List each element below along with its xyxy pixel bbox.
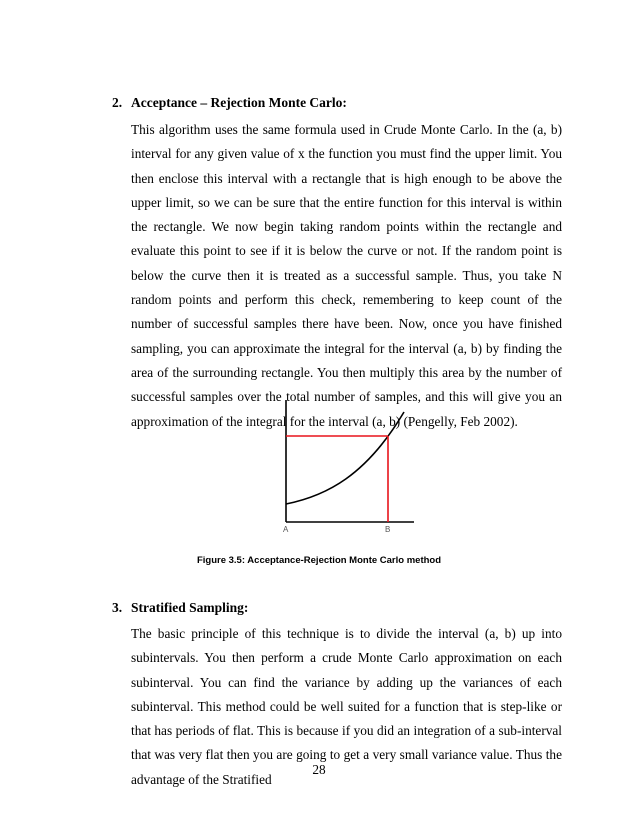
function-curve (286, 412, 404, 504)
section-2-heading (112, 95, 347, 111)
section-3-number: 3. (112, 600, 123, 615)
page-number: 28 (312, 762, 326, 777)
section-3-heading (112, 600, 248, 616)
figure-caption: Figure 3.5: Acceptance-Rejection Monte Carlo method (196, 555, 442, 566)
axis-label-b: B (385, 525, 391, 534)
axis-label-a: A (283, 525, 289, 534)
figure-diagram (276, 398, 414, 538)
section-2-title: Acceptance – Rejection Monte Carlo: (131, 95, 347, 110)
section-3-body: The basic principle of this technique is to divide the interval (a, b) up into subintervals. You then perform a crude Monte Carlo approximation on each subinterval. You can find the variance by adding up the variances of each subinterval. This method could be well suited for a function that is step-like or that has periods of flat. This is because if you did an integration of a sub-interval that was very flat then you are going to get a very small variance value. Thus the advantage of the Stratified (131, 626, 562, 787)
acceptance-rejection-figure (276, 398, 414, 538)
section-2-body: This algorithm uses the same formula used in Crude Monte Carlo. In the (a, b) interval for any given value of x the function you must find the upper limit. You then enclose this interval with a rectangle that is high enough to be above the upper limit, so we can be sure that the entire function for this interval is within the rectangle. We now begin taking random points within the rectangle and evaluate this point to see if it is below the curve or not. If the random point is below the curve then it is treated as a successful sample. Thus, you take N random points and perform this check, remembering to keep count of the number of successful samples there have been. Now, once you have finished sampling, you can approximate the integral for the interval (a, b) by finding the area of the surrounding rectangle. You then multiply this area by the number of successful samples over the total number of samples, and this will give you an approximation of the integral for the interval (a, b) (Pengelly, Feb 2002). (131, 122, 562, 429)
section-2-number: 2. (112, 95, 123, 110)
section-3-title: Stratified Sampling: (131, 600, 249, 615)
